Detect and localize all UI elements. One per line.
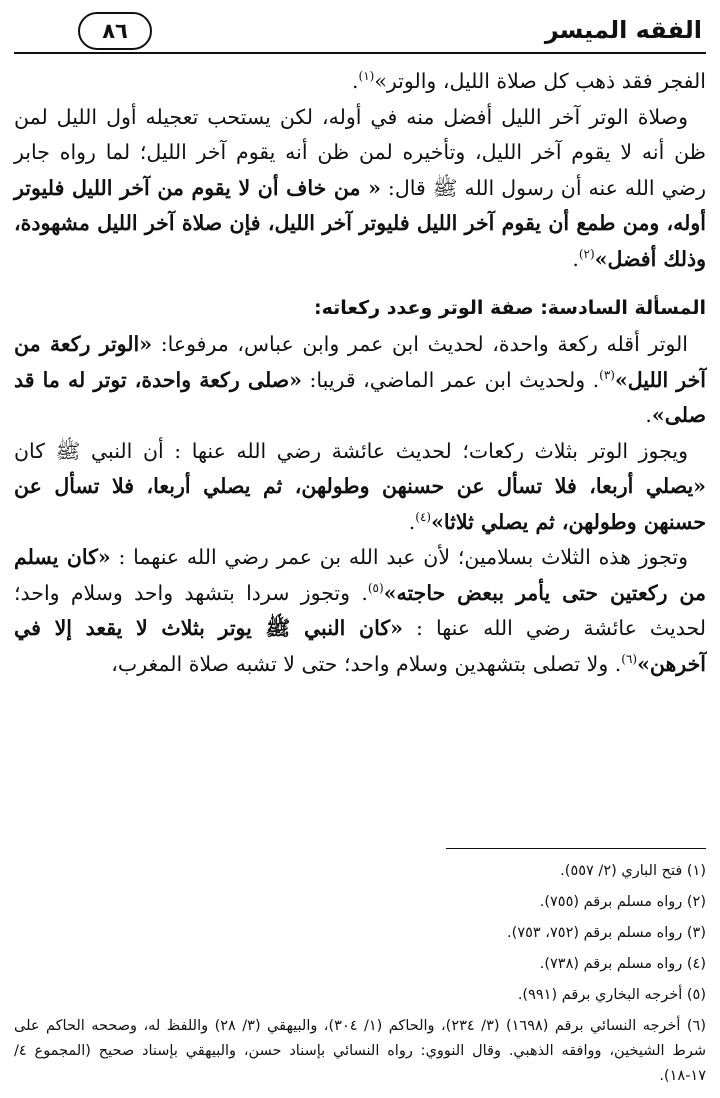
running-title: الفقه الميسر (544, 16, 702, 44)
page-body (14, 64, 706, 682)
paragraph-text: وتجوز هذه الثلاث بسلامين؛ لأن عبد الله بن عمر رضي الله عنهما : (118, 545, 688, 569)
paragraph-text: . (645, 403, 652, 427)
section-title: المسألة السادسة: صفة الوتر وعدد ركعاته: (314, 297, 706, 319)
paragraph-2: وصلاة الوتر آخر الليل أفضل منه في أوله، لكن يستحب تعجيله أول الليل لمن ظن أنه لا يقوم آخر الليل، وتأخيره لمن ظن أنه يقوم آخر الليل؛ لما رواه جابر رضي الله عنه أن رسول الله ﷺ قال: « من خاف أن لا يقوم من آخر الليل فليوتر أوله، ومن طمع أن يقوم آخر الليل فليوتر آخر الليل، فإن صلاة آخر الليل مشهودة، وذلك أفضل»$^{(٢)}$. (14, 104, 706, 271)
paragraph-text: . (408, 509, 416, 534)
hadith-quote: «صلى ركعة واحدة، توتر له ما قد صلى» (14, 367, 706, 427)
paragraph-5 (14, 540, 706, 682)
header-rule (14, 52, 706, 54)
hadith-quote: «الوتر ركعة من آخر الليل» (14, 332, 706, 392)
hadith-quote: «يصلي أربعا، فلا تسأل عن حسنهن وطولهن، ثم يصلي أربعا، فلا تسأل عن حسنهن وطولهن، ثم يصلي ثلاثا» (14, 474, 706, 534)
footnote-ref: (٦) (621, 651, 638, 666)
footnote-ref: (٥) (367, 580, 384, 595)
footnotes-section (14, 848, 706, 1095)
paragraph-text: ويجوز الوتر بثلاث ركعات؛ لحديث عائشة رضي الله عنها : أن النبي ﷺ كان (14, 438, 688, 463)
page-header (14, 6, 706, 56)
paragraph-text: . وتجوز سردا بتشهد واحد وسلام واحد؛ لحديث عائشة رضي الله عنها : (14, 580, 706, 640)
footnote-2: (٢) رواه مسلم برقم (٧٥٥). (539, 894, 706, 910)
footnote-5: (٥) أخرجه البخاري برقم (٩٩١). (517, 987, 706, 1003)
footnote-6: (٦) أخرجه النسائي برقم (١٦٩٨) (٣/ ٢٣٤)، والحاكم (١/ ٣٠٤)، والبيهقي (٣/ ٢٨) واللفظ له، وصححه الحاكم على شرط الشيخين، ووافقه الذهبي. وقال النووي: رواه النسائي بإسناد حسن، والبيهقي بإسناد صحيح (المجموع ٤/ ١٧-١٨). (14, 1018, 706, 1084)
paragraph-1: الفجر فقد ذهب كل صلاة الليل، والوتر»$^{(١)}$. (351, 69, 706, 93)
paragraph-3 (14, 327, 706, 434)
footnote-rule (446, 848, 706, 849)
footnote-4: (٤) رواه مسلم برقم (٧٣٨). (539, 956, 706, 972)
footnote-1: (١) فتح الباري (٢/ ٥٥٧). (560, 863, 706, 879)
paragraph-text: . ولا تصلى بتشهدين وسلام واحد؛ حتى لا تشبه صلاة المغرب، (111, 651, 622, 676)
hadith-quote: «كان يسلم من ركعتين حتى يأمر ببعض حاجته» (14, 545, 707, 605)
footnote-ref: (٣) (599, 367, 615, 382)
footnote-3: (٣) رواه مسلم برقم (٧٥٢، ٧٥٣). (507, 925, 706, 941)
paragraph-text: الفجر فقد ذهب كل صلاة الليل، والوتر» (374, 69, 706, 93)
paragraph-text: . ولحديث ابن عمر الماضي، قريبا: (309, 367, 600, 392)
paragraph-text: وصلاة الوتر آخر الليل أفضل منه في أوله، لكن يستحب تعجيله أول الليل لمن ظن أنه لا يقوم آخر الليل، وتأخيره لمن ظن أنه يقوم آخر الليل؛ لما رواه جابر رضي الله عنه أن رسول الله ﷺ قال: (14, 104, 706, 200)
hadith-quote: « من خاف أن لا يقوم من آخر الليل فليوتر أوله، ومن طمع أن يقوم آخر الليل فليوتر آخر الليل، فإن صلاة آخر الليل مشهودة، وذلك أفضل» (14, 175, 706, 271)
paragraph-4 (14, 434, 706, 541)
paragraph-text: الوتر أقله ركعة واحدة، لحديث ابن عمر وابن عباس، مرفوعا: (160, 332, 688, 356)
hadith-quote: «كان النبي ﷺ يوتر بثلاث لا يقعد إلا في آخرهن» (14, 616, 706, 676)
footnote-ref: (٤) (415, 509, 432, 524)
page-number: ٨٦ (78, 12, 152, 50)
footnote-ref: (١) (358, 69, 375, 84)
footnote-ref: (٢) (578, 246, 595, 261)
